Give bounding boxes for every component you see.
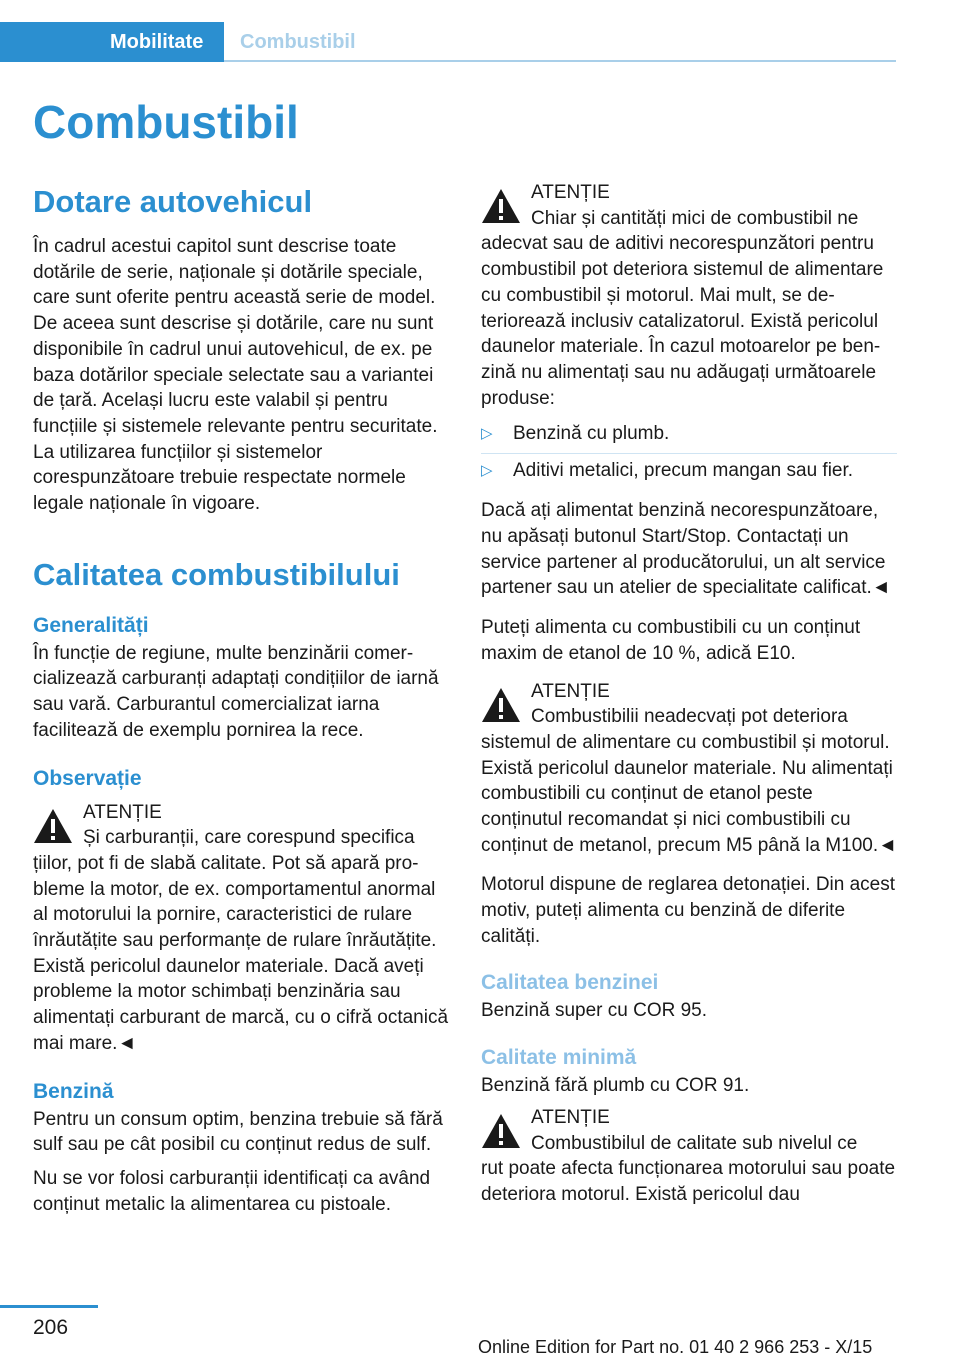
footer-edition: Online Edition for Part no. 01 40 2 966 253 - X/15	[478, 1337, 873, 1357]
left-column	[33, 180, 449, 1217]
tab-combustibil[interactable]: Combustibil	[240, 31, 356, 53]
warning-title: ATENȚIE	[531, 182, 610, 203]
benzina-paragraph-1: Pentru un consum optim, benzina trebuie să fără sulf sau pe cât posibil cu conținut redus de sulf.	[33, 1108, 443, 1156]
warning-icon	[481, 188, 521, 224]
section-title-dotare: Dotare autovehicul	[33, 184, 313, 219]
list-item: ▷ Aditivi metalici, precum mangan sau fier.	[481, 453, 897, 490]
paragraph-wrong-fuel: Dacă ați alimentat benzină necorespunzătoare, nu apăsați butonul Start/Stop. Contactați un service partener al producătorului, un alt service partener sau un atelier de specialitate calificat.◄	[481, 500, 891, 599]
page-number: 206	[33, 1316, 69, 1339]
subsection-title-calitate-minima: Calitate minimă	[481, 1046, 637, 1070]
warning-title: ATENȚIE	[83, 801, 162, 823]
benzina-paragraph-2: Nu se vor folosi carburanții identificați ca având conținut metalic la alimentarea cu pistoale.	[33, 1167, 431, 1215]
subsection-body-generalitati: În funcție de regiune, multe benzinării comercializează carburanți adaptați condițiilor de iarnă sau vară. Carburantul comercializat iarna facilitează de exemplu pornirea la rece.	[33, 642, 439, 741]
page-title: Combustibil	[33, 96, 299, 148]
warning-text: țiilor, pot fi de slabă calitate. Pot să apară probleme la motor, de ex. comportamentul anormal al motorului la pornire, caracteristici de rulare înrăutățite sau performanțe de rulare înrăutățite. Există pericolul daunelor materiale. Dacă aveți probleme la motor schimbați benzinăria sau alimentați carburant de marcă, cu o cifră octanică mai mare.◄	[33, 852, 449, 1054]
triangle-bullet-icon: ▷	[481, 425, 493, 443]
subsection-title-generalitati: Generalități	[33, 613, 149, 637]
warning-text-first-line: Combustibilul de calitate sub nivelul ce	[531, 1132, 858, 1154]
warning-text: rut poate afecta funcționarea motorului sau poate deteriora motorul. Există pericolul dau	[481, 1158, 896, 1206]
warning-text-first-line: Combustibilii neadecvați pot deteriora	[531, 706, 848, 728]
warning-block-2	[481, 180, 897, 411]
footer-accent-line	[0, 1305, 98, 1308]
warning-title: ATENȚIE	[531, 1106, 610, 1128]
right-column	[481, 180, 897, 1208]
calitate-minima-body: Benzină fără plumb cu COR 91.	[481, 1075, 750, 1097]
warning-title: ATENȚIE	[531, 680, 610, 702]
paragraph-e10: Puteți alimenta cu combustibili cu un conținut maxim de etanol de 10 %, adică E10.	[481, 617, 861, 664]
warning-text-first-line: Chiar și cantități mici de combustibil ne	[531, 207, 859, 229]
subsection-title-observatie: Observație	[33, 766, 142, 790]
section-body-dotare: În cadrul acestui capitol sunt descrise toate dotările de serie, naționale și dotările speciale, care sunt oferite pentru această serie de model. De aceea sunt descrise și dotările, care nu sunt disponibile în cadrul unui autovehicul, de ex. pe baza dotărilor speciale selectate sau a variantei de țară. Același lucru este valabil și pentru funcțiile și sistemele relevante pentru securitate. La utilizarea funcțiilor și sistemelor corespunzătoare trebuie respectate normele legale naționale în vigoare.	[33, 236, 438, 515]
warning-icon	[481, 1113, 521, 1149]
list-item: ▷ Benzină cu plumb.	[481, 421, 897, 453]
warning-block-4	[481, 1105, 897, 1208]
warning-text-first-line: Și carburanții, care corespund specifica	[83, 827, 415, 849]
subsection-title-benzina: Benzină	[33, 1079, 114, 1103]
bullet-list	[481, 421, 897, 490]
subsection-title-calitatea-benzinei: Calitatea benzinei	[481, 970, 659, 994]
tab-mobilitate[interactable]: Mobilitate	[0, 22, 224, 62]
warning-text: sistemul de alimentare cu combustibil și motorul. Există pericolul daunelor materiale. Nu alimentați combustibili cu conținut de etanol peste conținutul recomandat și nici combustibili cu conținut de metanol, precum M5 până la M100.◄	[481, 731, 897, 856]
warning-block-1	[33, 800, 449, 1057]
warning-icon	[33, 808, 73, 844]
warning-icon	[481, 687, 521, 723]
section-title-calitate: Calitatea combustibilului	[33, 556, 400, 592]
triangle-bullet-icon: ▷	[481, 462, 493, 480]
warning-text: adecvat sau de aditivi necorespunzători pentru combustibil pot deteriora sistemul de alimentare cu combustibil și motorul. Mai mult, se deteriorează inclusiv catalizatorul. Există pericolul daunelor materiale. În cazul motoarelor pe benzină nu alimentați sau nu adăugați următoarele produse:	[481, 233, 884, 409]
warning-block-3	[481, 679, 897, 859]
header-divider	[224, 60, 896, 62]
header-bar	[0, 0, 960, 62]
paragraph-knock-control: Motorul dispune de reglarea detonației. Din acest motiv, puteți alimenta cu benzină de diferite calități.	[481, 874, 896, 947]
calitatea-benzinei-body: Benzină super cu COR 95.	[481, 999, 708, 1021]
